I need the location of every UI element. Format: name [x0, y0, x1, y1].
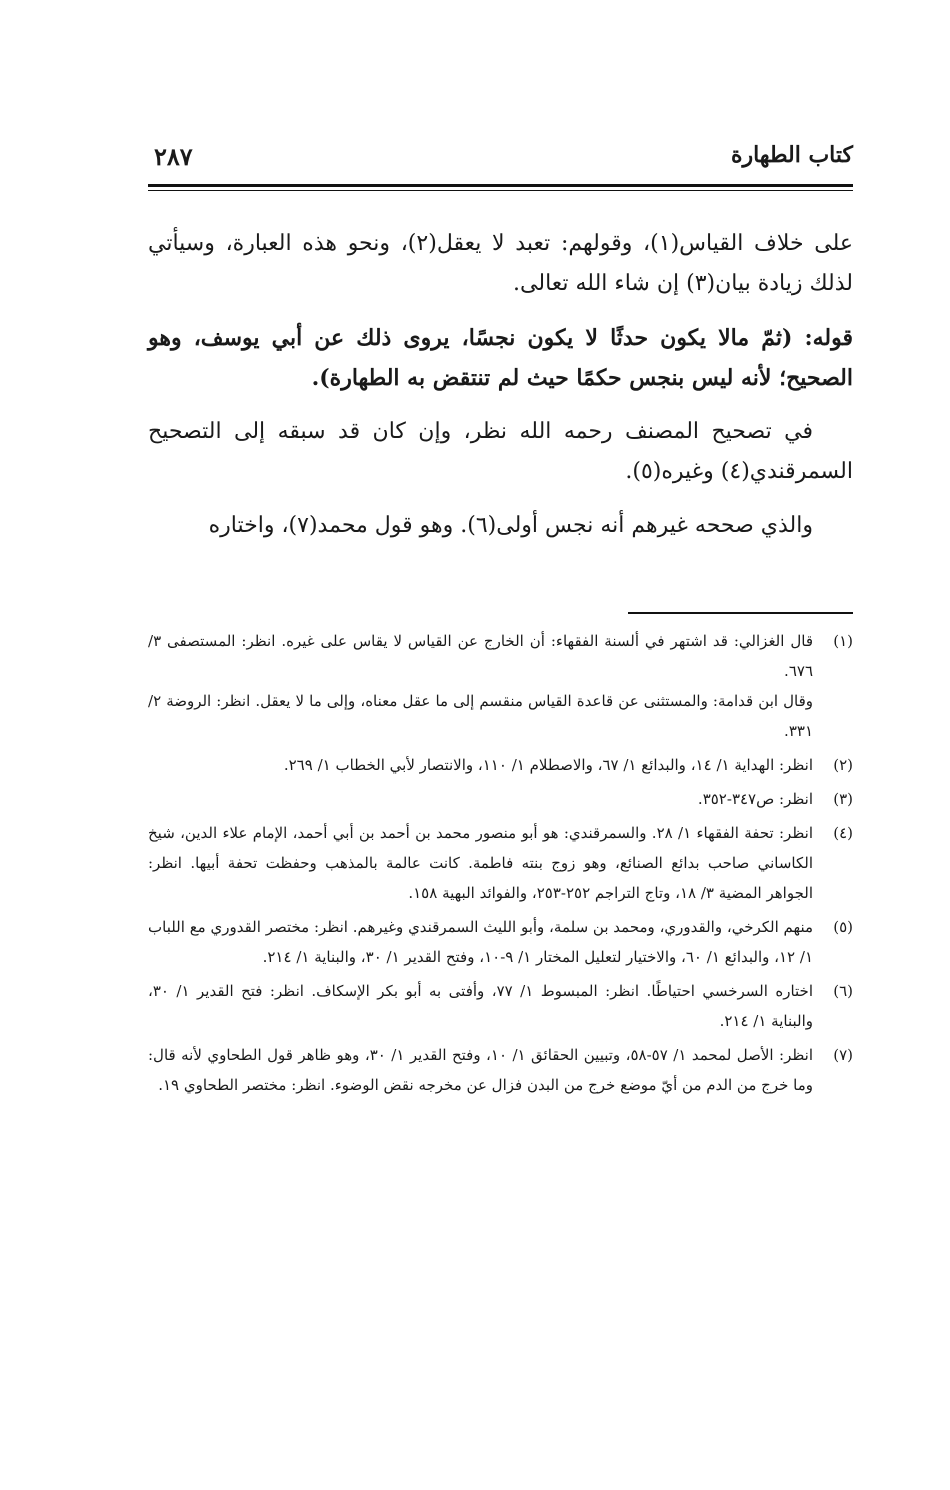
footnote-number: (٥): [833, 918, 853, 936]
footnote-separator: [628, 612, 853, 614]
footnote: [148, 784, 853, 814]
footnotes: [148, 626, 853, 1104]
footnote-text: انظر: الهداية ١/ ١٤، والبدائع ١/ ٦٧، والاصطلام ١/ ١١٠، والانتصار لأبي الخطاب ١/ ٢٦٩.: [283, 756, 813, 774]
footnote: [148, 626, 853, 746]
footnote-number: (٢): [833, 756, 853, 774]
main-text: [148, 224, 853, 560]
main-paragraph: في تصحيح المصنف رحمه الله نظر، وإن كان قد سبقه إلى التصحيح السمرقندي(٤) وغيره(٥).: [148, 419, 853, 484]
footnote: [148, 1040, 853, 1100]
footnote: [148, 912, 853, 972]
header-rule-thick: [148, 184, 853, 187]
page-number: ٢٨٧: [154, 142, 193, 171]
footnote-continuation: وقال ابن قدامة: والمستثنى عن قاعدة القياس منقسم إلى ما عقل معناه، وإلى ما لا يعقل. انظر: الروضة ٢/ ٣٣١.: [148, 692, 813, 740]
footnote-number: (٤): [833, 824, 853, 842]
footnote-text: اختاره السرخسي احتياطًا. انظر: المبسوط ١/ ٧٧، وأفتى به أبو بكر الإسكاف. انظر: فتح القدير ١/ ٣٠، والبناية ١/ ٢١٤.: [148, 982, 813, 1030]
footnote-text: منهم الكرخي، والقدوري، ومحمد بن سلمة، وأبو الليث السمرقندي وغيرهم. انظر: مختصر القدوري مع اللباب ١/ ١٢، والبدائع ١/ ٦٠، والاختيار لتعليل المختار ١/ ٩-١٠، وفتح القدير ١/ ٣٠، والبناية ١/ ٢١٤.: [148, 918, 813, 966]
header-rule-thin: [148, 190, 853, 191]
footnote-number: (٧): [833, 1046, 853, 1064]
page-header: [148, 140, 853, 180]
footnote: [148, 818, 853, 908]
footnote-text: انظر: الأصل لمحمد ١/ ٥٧-٥٨، وتبيين الحقائق ١/ ١٠، وفتح القدير ١/ ٣٠، وهو ظاهر قول الطحاوي لأنه قال: وما خرج من الدم من أيّ موضع خرج من البدن فزال عن مخرجه نقض الوضوء. انظر: مختصر الطحاوي ١٩.: [148, 1046, 813, 1094]
running-title: كتاب الطهارة: [730, 142, 853, 168]
main-paragraph: على خلاف القياس(١)، وقولهم: تعبد لا يعقل(٢)، ونحو هذه العبارة، وسيأتي لذلك زيادة بيان(٣) إن شاء الله تعالى.: [148, 231, 854, 296]
main-paragraph: والذي صححه غيرهم أنه نجس أولى(٦). وهو قول محمد(٧)، واختاره: [208, 513, 813, 538]
footnote-number: (١): [833, 632, 853, 650]
footnote-text: قال الغزالي: قد اشتهر في ألسنة الفقهاء: أن الخارج عن القياس لا يقاس على غيره. انظر: المستصفى ٣/ ٦٧٦.: [148, 632, 813, 680]
footnote: [148, 750, 853, 780]
quoted-text-paragraph: قوله: (ثمّ مالا يكون حدثًا لا يكون نجسًا، يروى ذلك عن أبي يوسف، وهو الصحيح؛ لأنه ليس بنجس حكمًا حيث لم تنتقض به الطهارة).: [148, 325, 853, 391]
footnote-text: انظر: تحفة الفقهاء ١/ ٢٨. والسمرقندي: هو أبو منصور محمد بن أحمد بن أبي أحمد، الإمام علاء الدين، شيخ الكاساني صاحب بدائع الصنائع، وهو زوج بنته فاطمة. كانت عالمة بالمذهب وحفظت تحفة أبيها. انظر: الجواهر المضية ٣/ ١٨، وتاج التراجم ٢٥٢-٢٥٣، والفوائد البهية ١٥٨.: [148, 824, 813, 902]
footnote-number: (٦): [833, 982, 853, 1000]
footnote: [148, 976, 853, 1036]
footnote-text: انظر: ص٣٤٧-٣٥٢.: [697, 790, 813, 808]
footnote-number: (٣): [833, 790, 853, 808]
